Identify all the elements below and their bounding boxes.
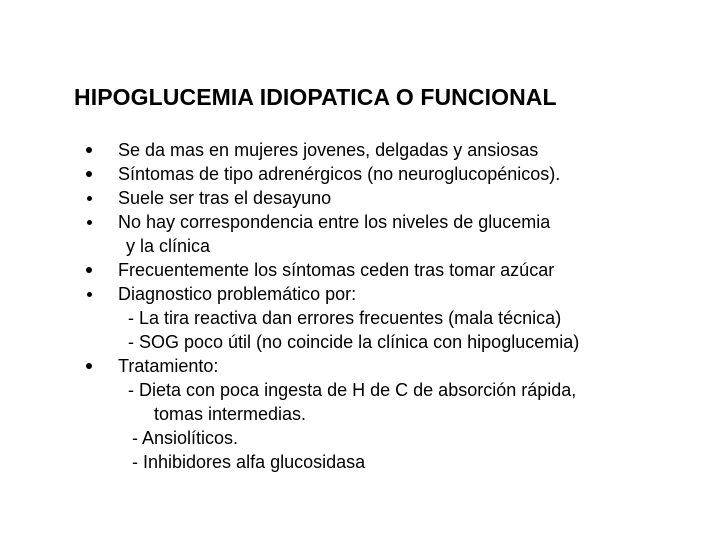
bullet-dot-icon — [87, 220, 92, 225]
list-item — [82, 354, 682, 378]
list-item-text: Suele ser tras el desayuno — [118, 188, 332, 208]
bullet-list — [82, 138, 682, 474]
slide-title: HIPOGLUCEMIA IDIOPATICA O FUNCIONAL — [74, 84, 557, 110]
list-item-continuation — [82, 426, 682, 450]
bullet-dot-icon — [86, 171, 92, 177]
list-item — [82, 162, 682, 186]
list-item-continuation — [82, 402, 682, 426]
list-item-text: - Dieta con poca ingesta de H de C de absorción rápida, — [128, 380, 577, 400]
list-item-continuation — [82, 450, 682, 474]
list-item-text: y la clínica — [126, 236, 211, 256]
list-item — [82, 258, 682, 282]
list-item-text: - Ansiolíticos. — [132, 428, 239, 448]
bullet-dot-icon — [87, 292, 92, 297]
bullet-dot-icon — [87, 196, 92, 201]
list-item-continuation — [82, 306, 682, 330]
list-item-text: Se da mas en mujeres jovenes, delgadas y ansiosas — [118, 140, 539, 160]
list-item-text: - SOG poco útil (no coincide la clínica con hipoglucemia) — [128, 332, 580, 352]
list-item-text: Síntomas de tipo adrenérgicos (no neuroglucopénicos). — [118, 164, 561, 184]
list-item-continuation — [82, 234, 682, 258]
list-item — [82, 210, 682, 234]
list-item-text: - La tira reactiva dan errores frecuentes (mala técnica) — [128, 308, 562, 328]
list-item-continuation — [82, 330, 682, 354]
bullet-dot-icon — [86, 363, 92, 369]
list-item-text: Tratamiento: — [118, 356, 219, 376]
list-item — [82, 186, 682, 210]
list-item-text: Frecuentemente los síntomas ceden tras tomar azúcar — [118, 260, 555, 280]
list-item-text: No hay correspondencia entre los niveles de glucemia — [118, 212, 551, 232]
list-item-continuation — [82, 378, 682, 402]
list-item-text: Diagnostico problemático por: — [118, 284, 357, 304]
list-item — [82, 138, 682, 162]
bullet-dot-icon — [86, 267, 92, 273]
bullet-dot-icon — [86, 147, 92, 153]
list-item-text: - Inhibidores alfa glucosidasa — [132, 452, 366, 472]
list-item-text: tomas intermedias. — [154, 404, 307, 424]
list-item — [82, 282, 682, 306]
